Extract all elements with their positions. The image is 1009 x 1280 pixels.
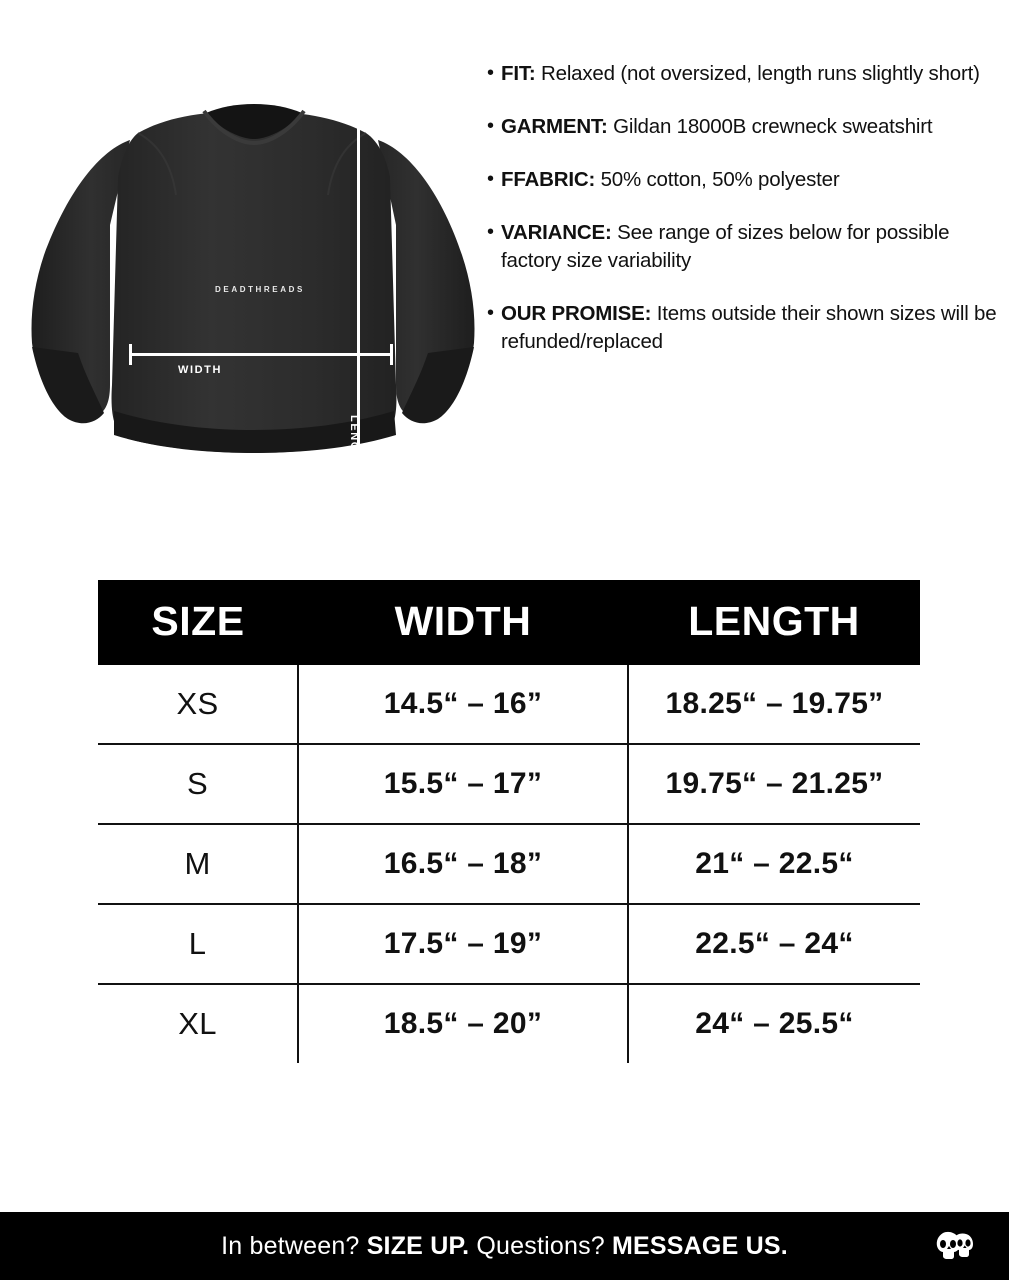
- bullet-body: Items outside their shown sizes will be refunded/replaced: [501, 302, 997, 353]
- bullet-content: [501, 60, 980, 88]
- bullet-label: VARIANCE:: [501, 221, 612, 244]
- skull-icon: [933, 1229, 975, 1263]
- garment-brand-label: DEADTHREADS: [215, 285, 305, 294]
- table-header-row: [98, 580, 920, 665]
- width-measure-label: WIDTH: [178, 364, 223, 376]
- bullet-body: 50% cotton, 50% polyester: [595, 168, 840, 191]
- bullet-dot-icon: •: [487, 302, 495, 324]
- bullet-label: FFABRIC:: [501, 168, 596, 191]
- table-row: [98, 744, 920, 824]
- width-guide-cap-right: [390, 344, 393, 365]
- width-guide-cap-left: [129, 344, 132, 365]
- cell-length: 22.5“ – 24“: [628, 904, 920, 984]
- bullet-label: OUR PROMISE:: [501, 302, 652, 325]
- table-header: [98, 580, 920, 665]
- bullet-body: See range of sizes below for possible factory size variability: [501, 221, 950, 272]
- cell-length: 19.75“ – 21.25”: [628, 744, 920, 824]
- list-item: [487, 113, 1007, 141]
- length-measure-label: LENGTH: [348, 415, 360, 470]
- bullet-dot-icon: •: [487, 62, 495, 84]
- bullet-body: Relaxed (not oversized, length runs slightly short): [535, 62, 980, 85]
- footer-banner: [0, 1212, 1009, 1280]
- bullet-body: Gildan 18000B crewneck sweatshirt: [607, 115, 933, 138]
- sweatshirt-graphic: [10, 85, 490, 465]
- size-chart-table-wrapper: [98, 580, 920, 1063]
- list-item: [487, 60, 1007, 88]
- footer-bold-2: MESSAGE US.: [612, 1231, 788, 1260]
- column-header-width: WIDTH: [298, 580, 628, 665]
- cell-size: M: [98, 824, 298, 904]
- info-section: [0, 0, 1009, 540]
- bullet-content: [501, 166, 839, 194]
- column-header-length: LENGTH: [628, 580, 920, 665]
- cell-size: L: [98, 904, 298, 984]
- product-details-list: [487, 60, 1007, 381]
- footer-bold-1: SIZE UP.: [366, 1231, 470, 1260]
- list-item: [487, 300, 1007, 356]
- garment-illustration: [10, 85, 490, 485]
- table-row: [98, 665, 920, 744]
- bullet-label: GARMENT:: [501, 115, 608, 138]
- bullet-content: [501, 219, 1007, 275]
- column-header-size: SIZE: [98, 580, 298, 665]
- bullet-dot-icon: •: [487, 115, 495, 137]
- bullet-label: FIT:: [501, 62, 536, 85]
- length-guide-line: [357, 123, 360, 535]
- cell-size: XL: [98, 984, 298, 1063]
- table-row: [98, 904, 920, 984]
- cell-width: 16.5“ – 18”: [298, 824, 628, 904]
- footer-part-2: Questions?: [469, 1231, 613, 1260]
- size-chart-table: [98, 580, 920, 1063]
- cell-size: S: [98, 744, 298, 824]
- cell-length: 18.25“ – 19.75”: [628, 665, 920, 744]
- list-item: [487, 166, 1007, 194]
- bullet-content: [501, 300, 1007, 356]
- table-row: [98, 824, 920, 904]
- table-row: [98, 984, 920, 1063]
- cell-width: 14.5“ – 16”: [298, 665, 628, 744]
- cell-size: XS: [98, 665, 298, 744]
- footer-part-1: In between?: [221, 1231, 367, 1260]
- bullet-dot-icon: •: [487, 168, 495, 190]
- bullet-content: [501, 113, 932, 141]
- cell-width: 18.5“ – 20”: [298, 984, 628, 1063]
- table-body: [98, 665, 920, 1063]
- cell-length: 21“ – 22.5“: [628, 824, 920, 904]
- cell-length: 24“ – 25.5“: [628, 984, 920, 1063]
- cell-width: 15.5“ – 17”: [298, 744, 628, 824]
- width-guide-line: [130, 353, 392, 356]
- cell-width: 17.5“ – 19”: [298, 904, 628, 984]
- footer-message: [221, 1232, 788, 1261]
- bullet-dot-icon: •: [487, 221, 495, 243]
- list-item: [487, 219, 1007, 275]
